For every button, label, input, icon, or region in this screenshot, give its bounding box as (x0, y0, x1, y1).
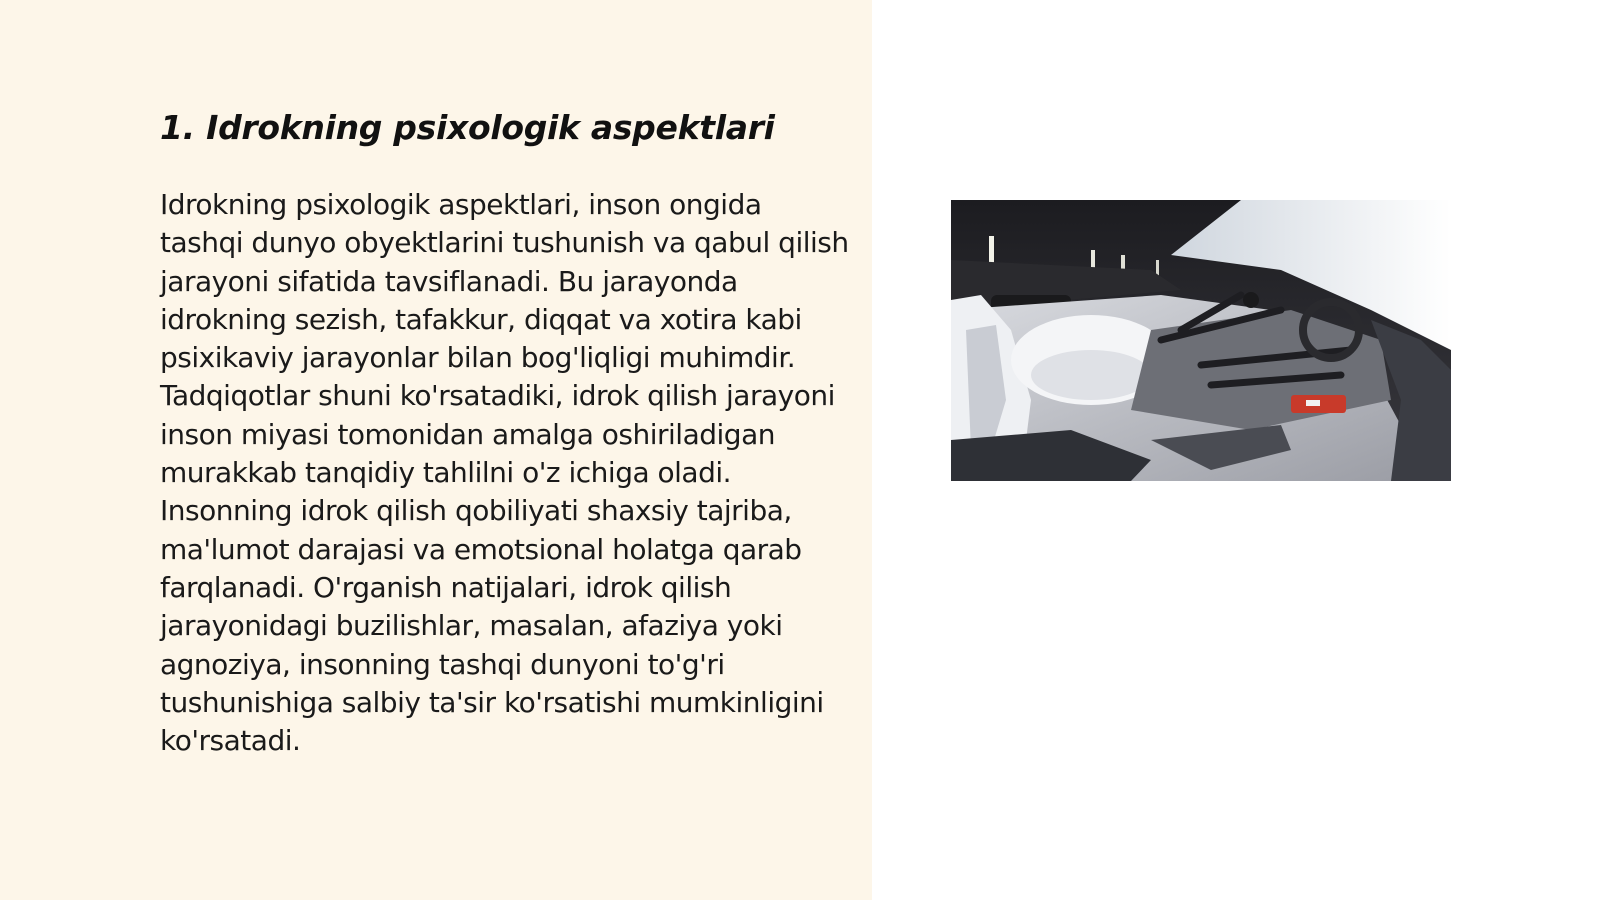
vehicle-interior-illustration (951, 200, 1451, 481)
slide-heading: 1. Idrokning psixologik aspektlari (160, 108, 775, 147)
vehicle-interior-photo (951, 200, 1451, 481)
slide-body-text: Idrokning psixologik aspektlari, inson ongida tashqi dunyo obyektlarini tushunish va qabul qilish jarayoni sifatida tavsiflanadi. Bu jarayonda idrokning sezish, tafakkur, diqqat va xotira kabi psixikaviy jarayonlar bilan bog'liqligi muhimdir. Tadqiqotlar shuni ko'rsatadiki, idrok qilish jarayoni inson miyasi tomonidan amalga oshiriladigan murakkab tanqidiy tahlilni o'z ichiga oladi. Insonning idrok qilish qobiliyati shaxsiy tajriba, ma'lumot darajasi va emotsional holatga qarab farqlanadi. O'rganish natijalari, idrok qilish jarayonidagi buzilishlar, masalan, afaziya yoki agnoziya, insonning tashqi dunyoni to'g'ri tushunishiga salbiy ta'sir ko'rsatishi mumkinligini ko'rsatadi. (160, 188, 849, 758)
